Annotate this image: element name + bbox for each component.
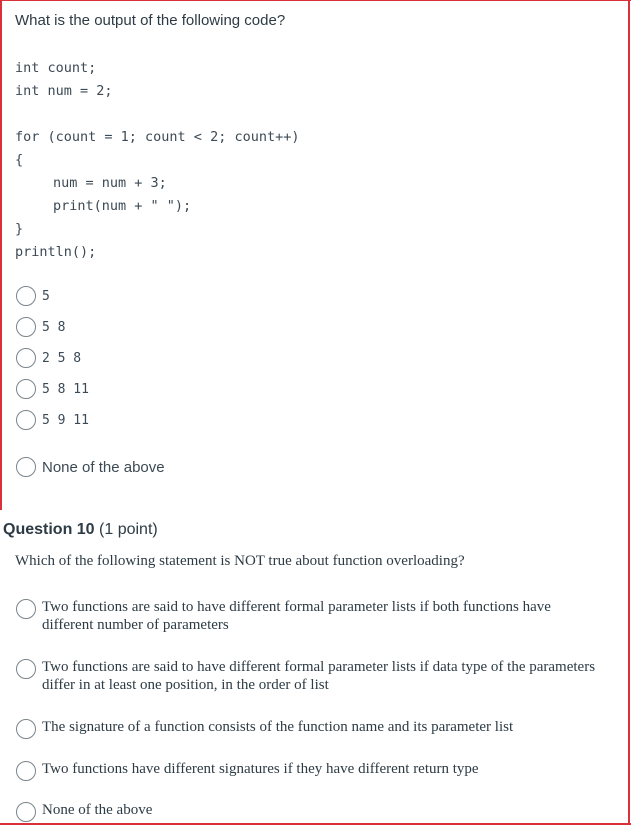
answer-option-label: Two functions are said to have different formal parameter lists if both functions have different number of parameters xyxy=(42,599,551,633)
radio-button[interactable] xyxy=(16,317,36,337)
answer-option-label: The signature of a function consists of the function name and its parameter list xyxy=(42,719,514,735)
answer-option-label: None of the above xyxy=(42,802,153,818)
radio-button[interactable] xyxy=(16,761,36,781)
answer-option[interactable] xyxy=(16,317,65,337)
frame-top-border xyxy=(0,0,631,1)
question-number: Question 10 xyxy=(3,521,95,538)
question-prompt: What is the output of the following code? xyxy=(15,12,286,29)
answer-option-label: 5 9 11 xyxy=(42,412,89,428)
answer-option-label: 5 xyxy=(42,288,50,304)
code-line: num = num + 3; xyxy=(53,175,167,191)
answer-option-label: 5 8 xyxy=(42,319,66,335)
answer-option[interactable] xyxy=(16,658,602,694)
code-line: int num = 2; xyxy=(15,83,113,99)
answer-option[interactable] xyxy=(16,457,165,477)
radio-button[interactable] xyxy=(16,348,36,368)
radio-button[interactable] xyxy=(16,286,36,306)
question-points: (1 point) xyxy=(99,521,158,538)
answer-option[interactable] xyxy=(16,598,602,634)
frame-right-border xyxy=(628,0,630,825)
code-line: for (count = 1; count < 2; count++) xyxy=(15,129,300,145)
answer-option-label: 2 5 8 xyxy=(42,350,82,366)
answer-option[interactable] xyxy=(16,410,89,430)
radio-button[interactable] xyxy=(16,379,36,399)
radio-button[interactable] xyxy=(16,599,36,619)
radio-button[interactable] xyxy=(16,802,36,822)
radio-button[interactable] xyxy=(16,410,36,430)
answer-option[interactable] xyxy=(16,286,50,306)
answer-option-label: None of the above xyxy=(42,458,165,476)
radio-button[interactable] xyxy=(16,719,36,739)
answer-option-label: Two functions are said to have different formal parameter lists if data type of the parameters differ in at least one position, in the order of list xyxy=(42,659,596,693)
code-line: int count; xyxy=(15,60,97,76)
code-line: println(); xyxy=(15,244,97,260)
question-prompt: Which of the following statement is NOT true about function overloading? xyxy=(15,553,465,569)
radio-button[interactable] xyxy=(16,457,36,477)
code-line: print(num + " "); xyxy=(53,198,192,214)
code-line: } xyxy=(15,221,24,237)
answer-option[interactable] xyxy=(16,801,602,822)
answer-option-label: Two functions have different signatures if they have different return type xyxy=(42,761,479,777)
answer-option-label: 5 8 11 xyxy=(42,381,89,397)
frame-left-border xyxy=(0,0,2,510)
answer-option[interactable] xyxy=(16,348,81,368)
answer-option[interactable] xyxy=(16,760,602,781)
answer-option[interactable] xyxy=(16,718,602,739)
code-line: { xyxy=(15,152,24,168)
answer-option[interactable] xyxy=(16,379,89,399)
question-header xyxy=(3,521,158,539)
radio-button[interactable] xyxy=(16,659,36,679)
